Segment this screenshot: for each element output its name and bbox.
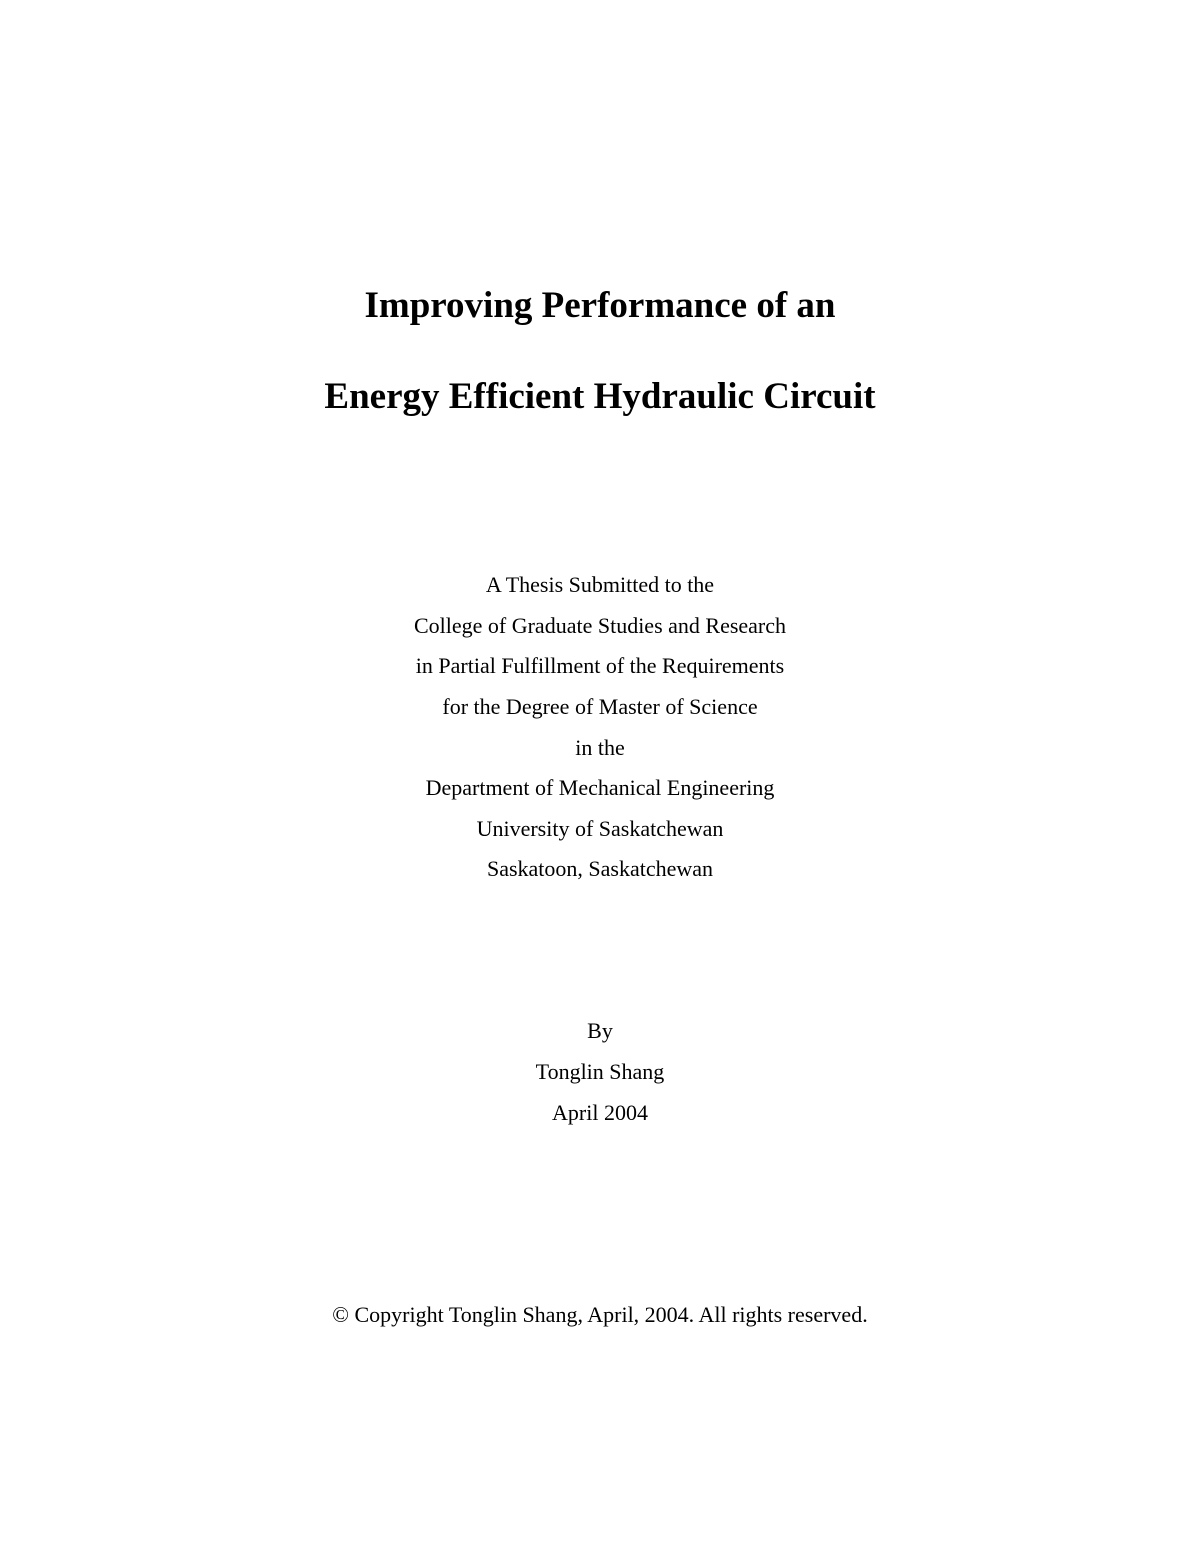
author-name: Tonglin Shang xyxy=(535,1059,665,1084)
submission-line-6: Department of Mechanical Engineering xyxy=(425,775,775,800)
submission-line-5: in the xyxy=(575,735,625,760)
submission-line-7: University of Saskatchewan xyxy=(476,816,724,841)
title-line-2: Energy Efficient Hydraulic Circuit xyxy=(324,376,876,417)
submission-date: April 2004 xyxy=(552,1100,648,1125)
title-line-1: Improving Performance of an xyxy=(364,285,836,326)
copyright-notice: © Copyright Tonglin Shang, April, 2004. All rights reserved. xyxy=(332,1302,868,1327)
by-label: By xyxy=(587,1018,613,1043)
submission-line-8: Saskatoon, Saskatchewan xyxy=(486,856,714,881)
submission-line-3: in Partial Fulfillment of the Requirements xyxy=(415,653,785,678)
submission-line-1: A Thesis Submitted to the xyxy=(485,572,715,597)
submission-line-4: for the Degree of Master of Science xyxy=(442,694,758,719)
submission-line-2: College of Graduate Studies and Research xyxy=(413,613,787,638)
